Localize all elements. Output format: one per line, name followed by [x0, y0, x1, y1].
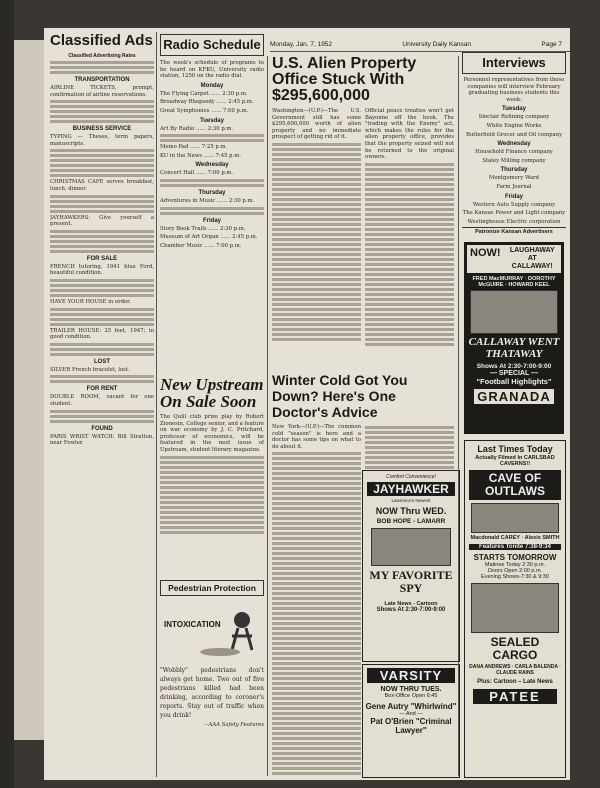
radio-day: Friday — [202, 217, 221, 224]
pedestrian-caption: "Wobbly" pedestrians don't always get home. Two out of five pedestrians killed had been drinking, according to coroner's reports. Stay out of traffic when you drink! — [160, 667, 264, 719]
jayhawker-film: MY FAVORITE SPY — [369, 568, 453, 595]
classified-ad: CHRISTMAS CAFE serves breakfast, lunch, dinner. — [50, 179, 154, 192]
masthead — [270, 38, 570, 52]
granada-line3: CALLAWAY! — [511, 263, 553, 270]
radio-day: Monday — [200, 82, 224, 89]
granada-shows: Shows At 2:30-7:00-9:00 — [476, 363, 552, 370]
granada-stars: FRED MacMURRAY · DOROTHY McGUIRE · HOWARD KEEL — [472, 276, 556, 288]
classified-section-found: FOUND — [91, 425, 113, 432]
patee-theater: PATEE — [473, 689, 557, 704]
varsity-film2: Pat O'Brien "Criminal Lawyer" — [370, 717, 452, 735]
radio-day: Wednesday — [195, 162, 229, 169]
jayhawker-tag: Lawrence's Newest — [391, 498, 431, 503]
classified-title: Classified Ads — [50, 32, 153, 49]
granada-line1: LAUGHAWAY — [509, 247, 555, 254]
pedestrian-protection — [160, 580, 264, 776]
granada-photo — [470, 290, 558, 334]
interviews-company: Western Auto Supply company — [472, 201, 556, 208]
radio-day: Tuesday — [200, 117, 224, 124]
radio-item: Broadway Rhapsody ...... 2:45 p.m. — [160, 99, 254, 106]
classified-ad: TRAILER HOUSE: 25 feet, 1947; in good condition. — [50, 327, 154, 341]
radio-item: Concert Hall ...... 7:00 p.m. — [160, 170, 234, 177]
interviews-footer: Patronize Kansan Advertisers — [462, 227, 566, 235]
varsity-theater: VARSITY — [367, 668, 455, 683]
newspaper-page — [44, 28, 570, 780]
interviews-company: Sinclair Refining company — [478, 114, 550, 121]
masthead-date: Monday, Jan. 7, 1952 — [270, 41, 333, 48]
interviews-company: Montgomery Ward — [488, 175, 540, 182]
patee-doors: Doors Open 2:00 p.m. — [487, 568, 543, 574]
classified-section-transportation: TRANSPORTATION — [74, 77, 130, 83]
radio-day: Thursday — [198, 189, 226, 196]
interviews-company: Westinghouse Electric corporation — [467, 218, 561, 225]
jayhawker-now: NOW Thru WED. — [375, 506, 447, 516]
interviews-day: Friday — [504, 193, 523, 200]
classified-ad: FRENCH tutoring, 1941 blue Ford, beautiful condition. — [50, 263, 154, 277]
interviews-company: White Engine Works — [486, 122, 542, 129]
jayhawker-late: Late News - Cartoon — [384, 601, 438, 607]
classified-ad: PARIS WRIST WATCH: Bill Stratton, near Fowler. — [50, 433, 154, 447]
radio-intro: The week's schedule of programs to be heard on KFKU, University radio station, 1250 on the radio dial. — [160, 60, 264, 80]
radio-item: Art By Radio ...... 2:30 p.m. — [160, 125, 234, 132]
interviews-company: Butterfield Grocer and Oil company — [465, 131, 563, 138]
radio-item: Great Symphonies ...... 7:00 p.m. — [160, 107, 249, 114]
classified-section-lost: LOST — [94, 358, 110, 365]
varsity-box: Box-Office Open 6:45 — [384, 693, 438, 699]
radio-item: Memo Pad ...... 7:25 p.m. — [160, 144, 228, 151]
radio-item: Chamber Music ...... 7:00 p.m. — [160, 242, 242, 249]
patee-photo-2 — [471, 583, 559, 633]
classified-ad: JAYHAWKERS: Give yourself a present. — [50, 214, 154, 228]
adjacent-page-strip — [14, 40, 44, 740]
upstream-text: The Quill club prize play by Robert Zionesin, College senior, and a feature on war economy by J. C. Pritchard, professor of economics, will be featured in the next issue of Upstream, student literary magazine. — [160, 414, 264, 453]
patee-ad — [464, 440, 566, 778]
patee-stars2: DANA ANDREWS · CARLA BALENDA · CLAUDE RAINS — [469, 664, 561, 676]
jayhawker-ad — [362, 470, 460, 662]
interviews — [462, 52, 566, 238]
classified-rates-title: Classified Advertising Rates — [68, 53, 136, 59]
binding-fold — [0, 0, 14, 788]
classified-ad: HAVE YOUR HOUSE in order. — [50, 298, 131, 305]
patee-matinee: Matinee Today 2:30 p.m. — [484, 562, 546, 568]
radio-item: The Flying Carpet ...... 2:30 p.m. — [160, 90, 248, 97]
radio-item: KU in the News ...... 7:45 p.m. — [160, 152, 241, 159]
interviews-company: Staley Milling company — [482, 157, 546, 164]
patee-evening: Evening Shows-7:30 & 9:30 — [481, 574, 549, 580]
masthead-paper: University Daily Kansan — [402, 41, 472, 48]
pedestrian-title: Pedestrian Protection — [160, 580, 264, 596]
classified-ad: DOUBLE ROOM, vacant for one student. — [50, 394, 154, 407]
classified-column — [50, 32, 154, 777]
varsity-film1: Gene Autry "Whirlwind" — [365, 702, 457, 711]
masthead-page: Page 7 — [541, 41, 562, 48]
patee-features: Features Tonite 7:38-9:34 — [469, 544, 561, 550]
patee-stars1: Macdonald CAREY · Alexis SMITH — [470, 535, 560, 541]
alien-headline: U.S. Alien Property Office Stuck With $295,600,000 — [272, 56, 417, 104]
patee-photo-1 — [471, 503, 559, 533]
classified-ad: AIRLINE TICKETS, prompt, confirmation of airline reservations. — [50, 85, 154, 98]
alien-property-article — [272, 56, 454, 368]
classified-ad: TYPING — Theses, term papers, manuscripts. — [50, 134, 154, 147]
patee-film1: CAVE OF OUTLAWS — [469, 470, 561, 500]
radio-item: Museum of Art Organ ...... 2:45 p.m. — [160, 234, 258, 241]
granada-special2: "Football Highlights" — [476, 377, 552, 386]
granada-line2: AT — [527, 255, 537, 262]
pedestrian-credit: —AAA Safety Features — [203, 722, 264, 728]
pedestrian-cartoon — [160, 600, 264, 660]
radio-item: Story Book Trails ...... 2:30 p.m. — [160, 225, 246, 232]
interviews-title: Interviews — [462, 52, 566, 74]
classified-ad: SILVER French bracelet, lost. — [50, 366, 130, 373]
winter-text: New York—(U.P.)—The common cold "season" is here and a doctor has some tips on what to do about it. — [272, 424, 361, 450]
upstream-headline: New Upstream On Sale Soon — [160, 376, 264, 411]
interviews-company: Farm Journal — [496, 183, 532, 190]
patee-plus: Plus: Cartoon – Late News — [477, 679, 553, 685]
patee-sub: Actually Filmed In CARLSBAD CAVERNS!! — [475, 455, 555, 467]
varsity-now: NOW THRU TUES. — [380, 686, 442, 693]
jayhawker-theater: JAYHAWKER — [367, 482, 455, 496]
interviews-day: Thursday — [500, 167, 528, 174]
interviews-intro: Personnel representatives from these companies will interview February graduating business students this week: — [463, 77, 565, 103]
granada-now: NOW! — [470, 247, 501, 259]
jayhawker-photo — [371, 528, 451, 566]
varsity-and: — And — — [399, 711, 423, 717]
patee-film2: SEALED CARGO — [490, 635, 540, 662]
radio-title: Radio Schedule — [160, 34, 264, 56]
granada-film: CALLAWAY WENT THATAWAY — [468, 336, 560, 360]
granada-special1: — SPECIAL — — [489, 370, 539, 377]
granada-theater: GRANADA — [474, 389, 554, 404]
jayhawker-stars: BOB HOPE - LAMARR — [376, 518, 446, 525]
varsity-ad — [362, 664, 460, 778]
alien-text-right: Official peace treaties won't get Bayonne off the hook. The "trading with the Enemy" act, which makes the rules for the alien property office, provides that the property seized will not be returned to the original owners. — [365, 108, 454, 161]
patee-top: Last Times Today — [477, 444, 553, 454]
interviews-company: The Kansas Power and Light company — [462, 210, 566, 217]
jayhawker-shows: Shows At 2:30-7:00-9:00 — [376, 607, 446, 613]
jayhawker-top: Comfort Convenience! — [386, 474, 436, 480]
radio-item: Adventures in Music ...... 2:30 p.m. — [160, 197, 255, 204]
classified-section-business: BUSINESS SERVICE — [72, 126, 132, 133]
interviews-company: Household Finance company — [475, 149, 553, 156]
interviews-day: Wednesday — [497, 141, 531, 148]
radio-schedule — [160, 34, 264, 372]
classified-section-for-sale: FOR SALE — [86, 255, 118, 262]
alien-text-left: Washington—(U.P.)—The U.S. Government still has some $295,600,000 worth of alien property and no immediate prospect of getting rid of it. — [272, 108, 361, 141]
patee-starts: STARTS TOMORROW — [473, 553, 557, 562]
upstream-article — [160, 376, 264, 576]
winter-headline: Winter Cold Got You Down? Here's One Doctor's Advice — [272, 372, 408, 420]
granada-ad — [464, 242, 564, 434]
pedestrian-cartoon-label: INTOXICATION — [164, 620, 221, 629]
interviews-day: Tuesday — [502, 106, 526, 113]
classified-section-for-rent: FOR RENT — [86, 386, 118, 393]
